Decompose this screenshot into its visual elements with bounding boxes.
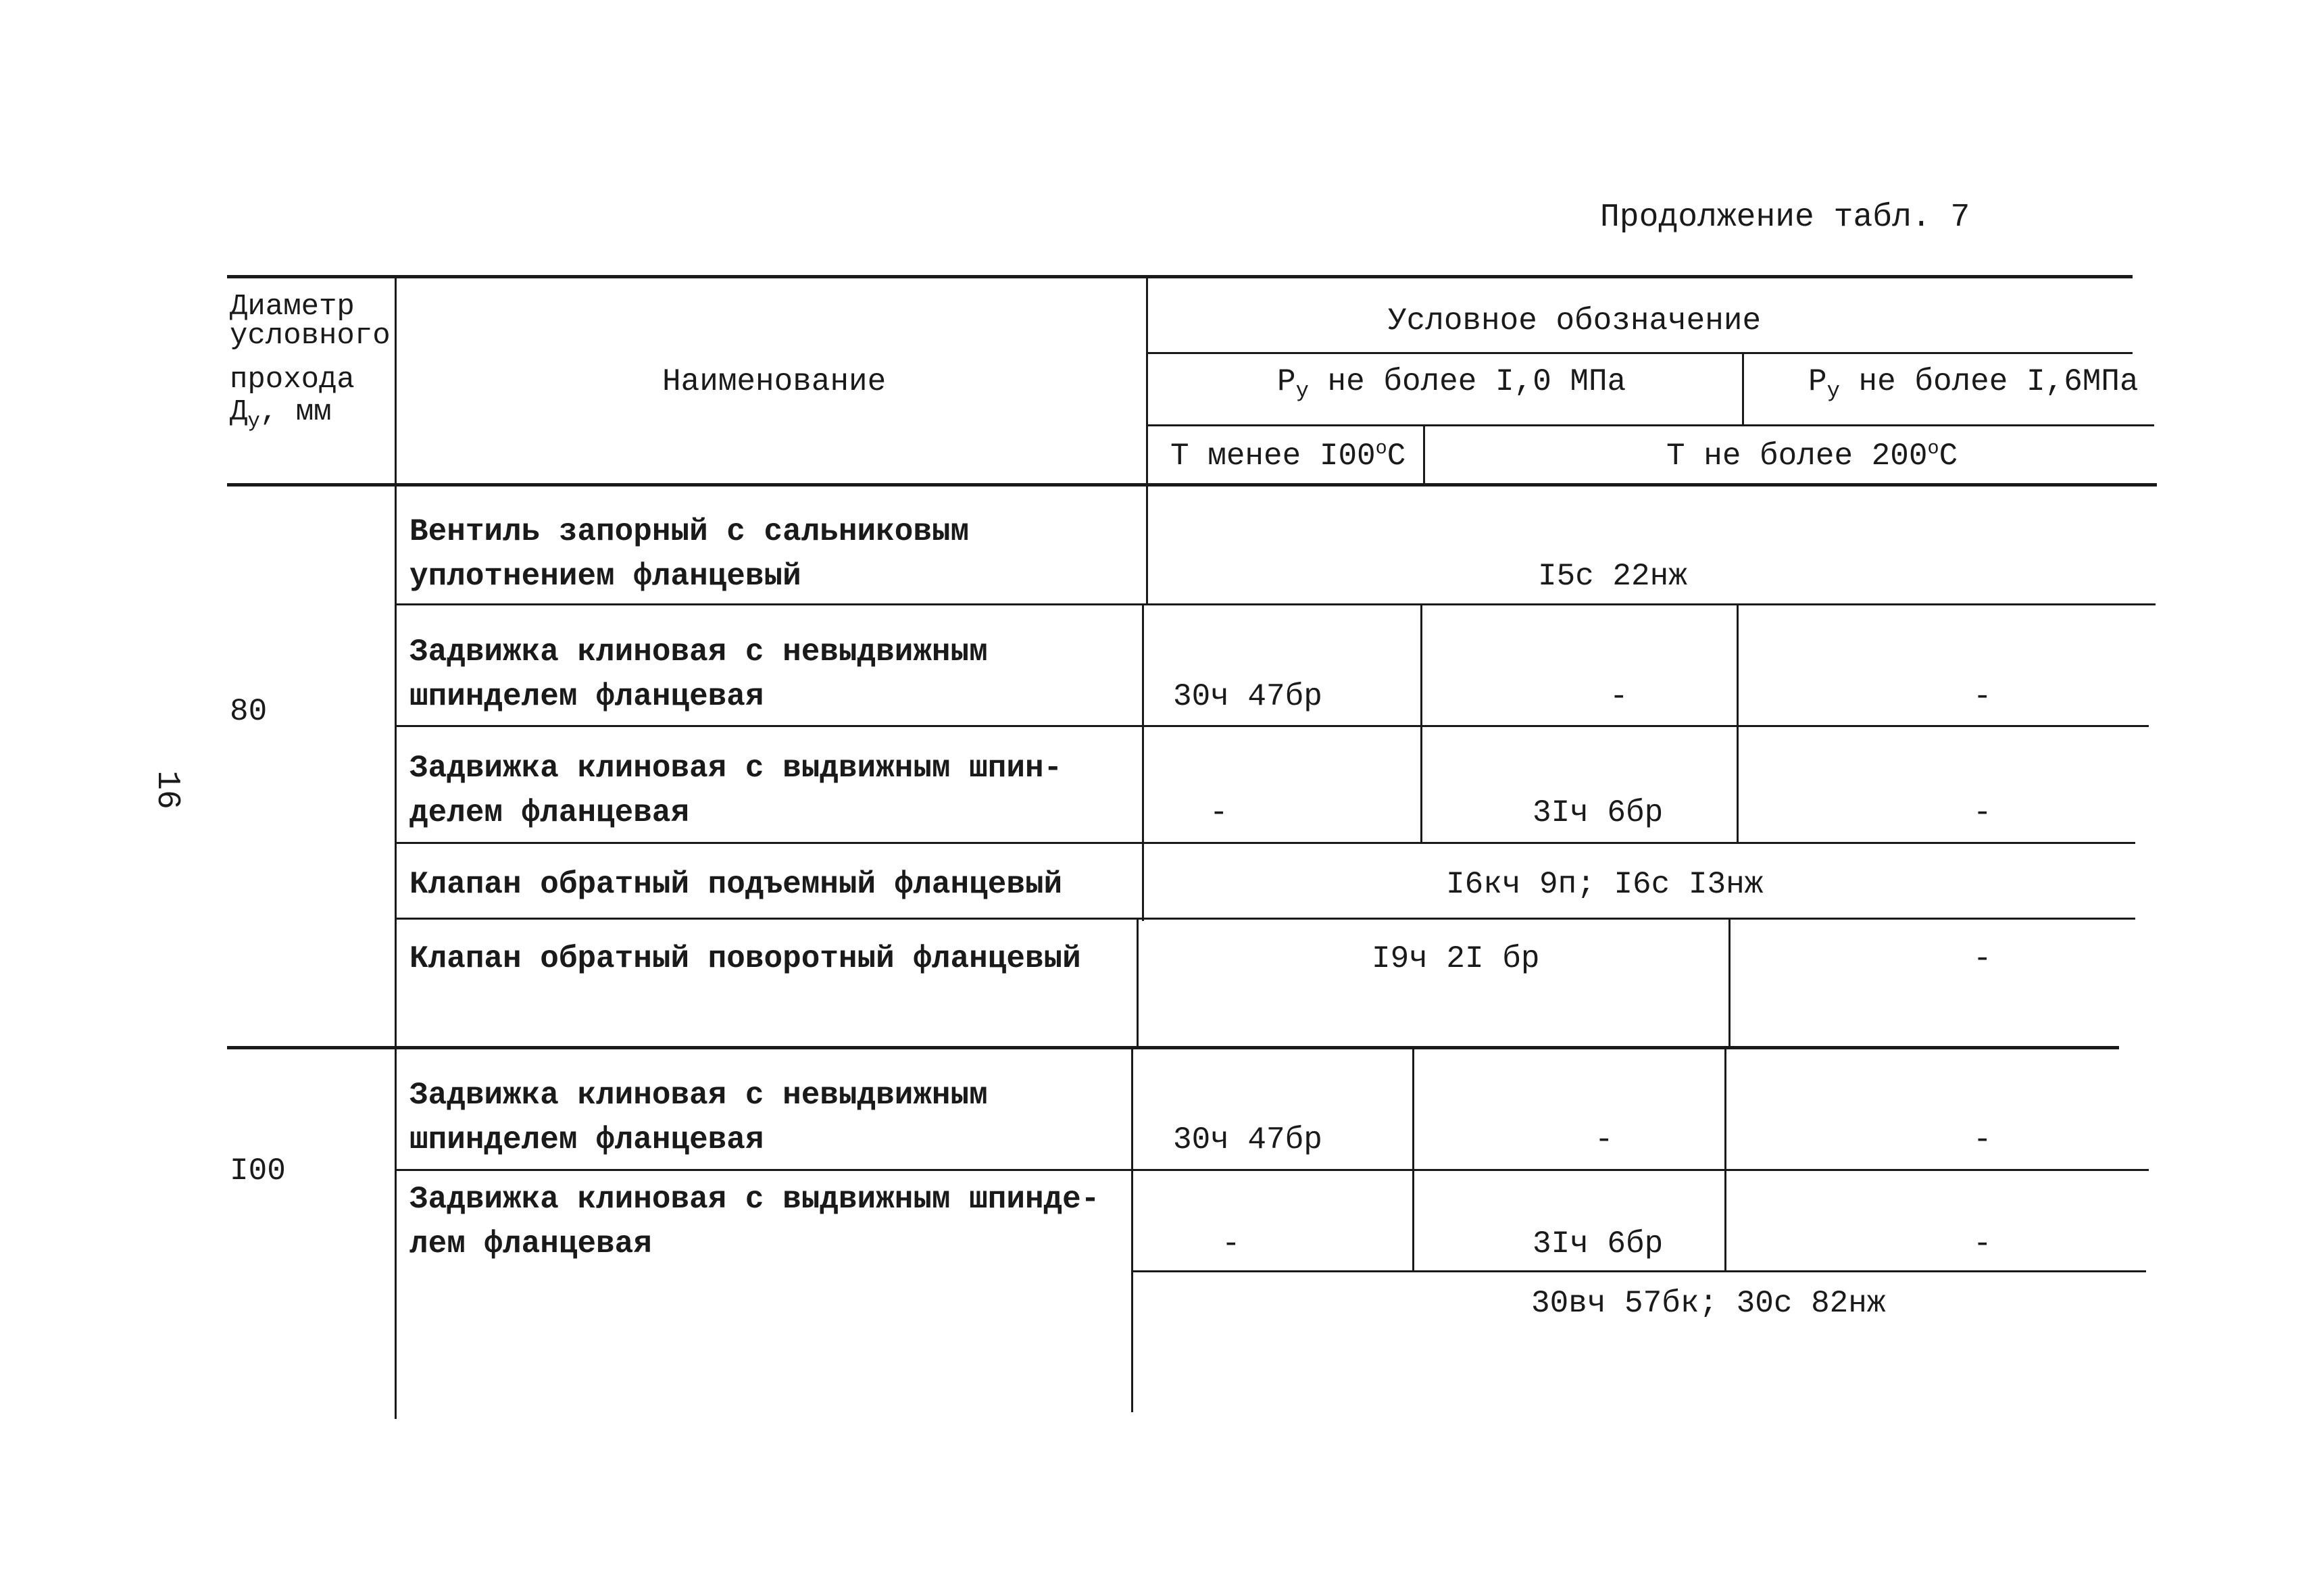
row-name: делем фланцевая — [409, 795, 690, 830]
row-name: Задвижка клиновая с невыдвижным — [409, 1078, 988, 1113]
col-divider-name — [1137, 918, 1139, 1046]
header-t-max-200: Т не более $200^оС$ — [1666, 437, 1958, 474]
rule-below-pressure — [1147, 424, 2154, 426]
header-name: Наименование — [662, 364, 887, 399]
row-name: лем фланцевая — [409, 1226, 652, 1262]
header-diameter-line2: условного — [230, 319, 391, 353]
designation-c3: - — [1973, 795, 1992, 830]
row-name: шпинделем фланцевая — [409, 1122, 764, 1157]
row-rule — [396, 1169, 2149, 1171]
designation-c1: 30ч 47бр — [1173, 679, 1322, 714]
col-divider-diameter — [395, 277, 397, 1419]
col-divider-pressure — [1742, 353, 1744, 426]
diameter-value: I00 — [230, 1153, 286, 1189]
row-rule — [396, 842, 2135, 844]
designation-c1: - — [1210, 795, 1228, 830]
row-rule — [1132, 1270, 2146, 1272]
header-py-1-0: $Р_у$ не более I,0 МПа — [1277, 364, 1626, 404]
row-name: Задвижка клиновая с выдвижным шпин- — [409, 751, 1063, 786]
table-caption: Продолжение табл. 7 — [1600, 199, 1970, 236]
designation-c2: 3Iч 6бр — [1533, 1226, 1664, 1262]
designation-c3: - — [1973, 941, 1992, 976]
designation-merged: I5с 22нж — [1538, 559, 1687, 594]
header-bottom-rule — [227, 483, 2157, 487]
group-rule — [227, 1046, 2119, 1049]
row-rule — [396, 918, 2135, 920]
row-rule — [396, 603, 2156, 605]
row-name: Клапан обратный подъемный фланцевый — [409, 867, 1063, 902]
col-divider-name — [1131, 1047, 1133, 1412]
header-py-1-6: $Р_у$ не более I,6МПа — [1808, 364, 2139, 404]
header-designation: Условное обозначение — [1388, 303, 1762, 339]
col-divider-c2 — [1737, 605, 1739, 842]
header-t-less-100: Т менее $I00^оС$ — [1170, 437, 1406, 474]
designation-c3: - — [1973, 679, 1992, 714]
designation-c12: I9ч 2I бр — [1372, 941, 1540, 976]
designation-merged: 30вч 57бк; 30с 82нж — [1531, 1286, 1886, 1321]
row-name: Клапан обратный поворотный фланцевый — [409, 941, 1081, 976]
designation-c2: - — [1595, 1122, 1614, 1157]
col-divider-name — [1146, 277, 1148, 603]
designation-c2: - — [1610, 679, 1628, 714]
designation-c3: - — [1973, 1122, 1992, 1157]
col-divider-c2 — [1728, 919, 1731, 1047]
header-diameter-line4: $Д_у$, мм — [230, 395, 332, 433]
row-name: Задвижка клиновая с невыдвижным — [409, 634, 988, 670]
col-divider-temperature — [1423, 426, 1425, 484]
designation-c2: 3Iч 6бр — [1533, 795, 1664, 830]
col-divider-c1 — [1412, 1049, 1414, 1272]
col-divider-c2 — [1724, 1049, 1726, 1272]
rule-below-designation — [1147, 352, 2133, 354]
col-divider-name — [1142, 603, 1144, 921]
designation-c3: - — [1973, 1226, 1992, 1262]
page-number: 16 — [148, 770, 185, 809]
col-divider-c1 — [1420, 605, 1422, 842]
designation-c1: 30ч 47бр — [1173, 1122, 1322, 1157]
header-diameter-line3: прохода — [230, 363, 355, 397]
diameter-value: 80 — [230, 694, 268, 729]
row-name: Задвижка клиновая с выдвижным шпинде- — [409, 1182, 1100, 1217]
designation-merged: I6кч 9п; I6с I3нж — [1446, 867, 1764, 902]
table-top-rule — [227, 275, 2133, 278]
header-diameter-line1: Диаметр — [230, 290, 355, 324]
row-name: шпинделем фланцевая — [409, 679, 764, 714]
row-name: уплотнением фланцевый — [409, 559, 801, 594]
row-rule — [396, 725, 2149, 727]
designation-c1: - — [1222, 1226, 1241, 1262]
row-name: Вентиль запорный с сальниковым — [409, 514, 970, 549]
